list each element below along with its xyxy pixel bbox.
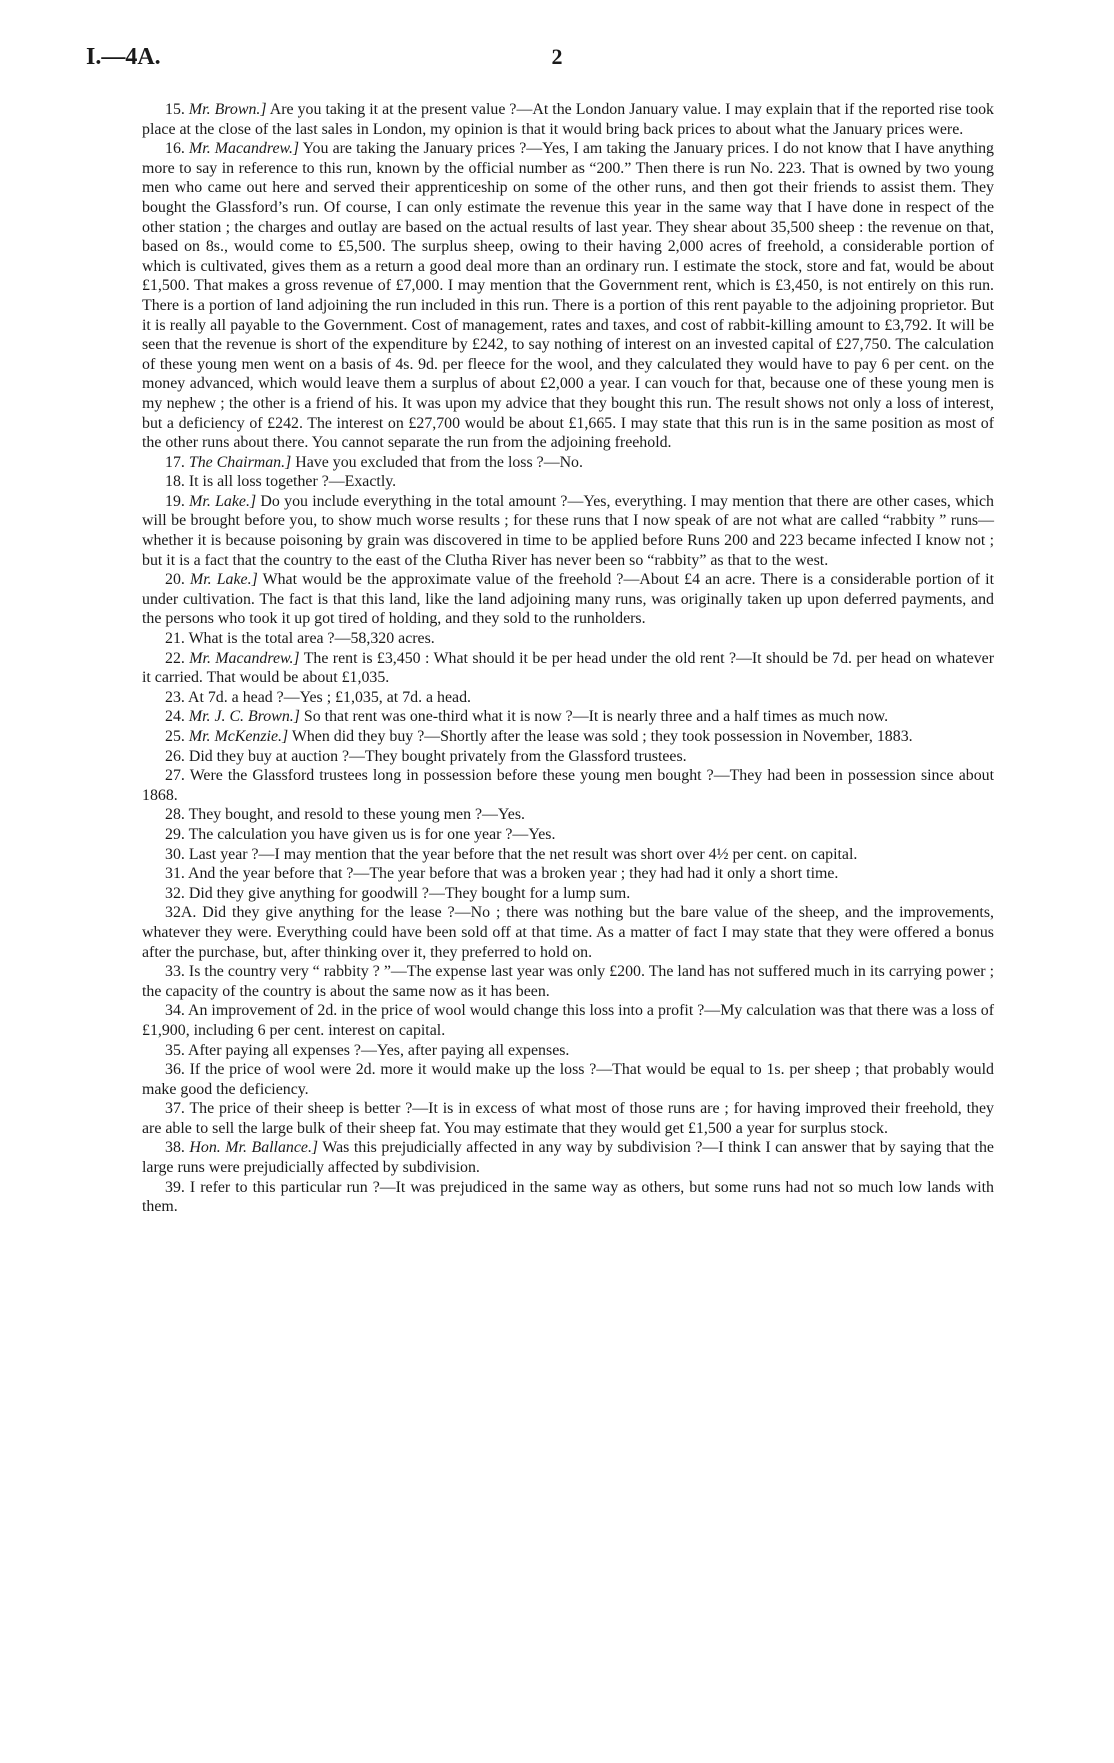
evidence-paragraph: [142, 570, 994, 629]
speaker-name: Mr. Macandrew.]: [189, 140, 300, 158]
question-number: 15.: [165, 101, 185, 118]
question-number: 25.: [165, 728, 185, 745]
evidence-paragraph: [142, 649, 994, 688]
paragraph-text: Do you include everything in the total amount ?—Yes, everything. I may mention that there are other cases, which will be brought before you, to show much worse results ; for these runs that I now speak of are not what are called “rabbity ” runs—whether it is because poisoning by grain was discovered in time to be applied before Runs 200 and 223 became infected I know not ; but it is a fact that the country to the east of the Clutha River has never been so “rabbity” as that to the west.: [142, 492, 994, 569]
evidence-paragraph: [142, 472, 994, 492]
paragraph-text: What is the total area ?—58,320 acres.: [188, 630, 435, 648]
question-number: 38.: [165, 1139, 185, 1157]
question-number: 32A.: [165, 904, 197, 922]
evidence-paragraph: [142, 864, 994, 884]
evidence-paragraph: [142, 805, 994, 825]
evidence-paragraph: [142, 727, 994, 747]
paragraph-text: It is all loss together ?—Exactly.: [188, 473, 397, 491]
evidence-paragraph: [142, 845, 994, 865]
evidence-paragraph: [142, 1099, 994, 1138]
question-number: 33.: [165, 963, 185, 981]
question-number: 21.: [165, 630, 185, 648]
question-number: 36.: [165, 1061, 185, 1079]
evidence-paragraph: [142, 492, 994, 570]
paragraph-text: The calculation you have given us is for one year ?—Yes.: [188, 825, 556, 843]
question-number: 18.: [165, 473, 185, 491]
evidence-paragraph: [142, 766, 994, 805]
evidence-paragraph: [142, 1138, 994, 1177]
speaker-name: The Chairman.]: [188, 453, 292, 471]
evidence-paragraph: [142, 707, 994, 727]
question-number: 37.: [165, 1100, 185, 1118]
paragraph-text: After paying all expenses ?—Yes, after paying all expenses.: [187, 1041, 570, 1059]
paragraph-text: Did they give anything for the lease ?—No ; there was nothing but the bare value of the sheep, and the improvements, whatever they were. Everything could have been sold off at that time. As a matter of fact I may state that they were offered a bonus after the purchase, but, after thinking over it, they preferred to hold on.: [142, 904, 994, 961]
question-number: 29.: [165, 825, 185, 843]
paragraph-text: You are taking the January prices ?—Yes, I am taking the January prices. I do not know that I have anything more to say in reference to this run, known by the official number as “200.” Then there is run No. 223. That is owned by two young men who came out here and served their apprenticeship on some of the other runs, and then got their friends to assist them. They bought the Glassford’s run. Of course, I can only estimate the revenue this year in the same way that I have done in respect of the other station ; the charges and outlay are based on the actual results of last year. They shear about 35,500 sheep : the revenue on that, based on 8s., would come to £5,500. The surplus sheep, owing to their having 2,000 acres of freehold, a considerable portion of which is cultivated, gives them as a return a good deal more than an ordinary run. I estimate the stock, store and fat, would be about £1,500. That makes a gross revenue of £7,000. I may mention that the Government rent, which is £3,450, is not entirely on this run. There is a portion of land adjoining the run included in this run. There is a portion of this rent payable to the adjoining proprietor. But it is really all payable to the Government. Cost of management, rates and taxes, and cost of rabbit-killing amount to £3,792. It will be seen that the revenue is short of the expenditure by £242, to say nothing of interest on an invested capital of £27,750. The calculation of these young men went on a basis of 4s. 9d. per fleece for the wool, and they calculated they would have to pay 6 per cent. on the money advanced, which would leave them a surplus of about £2,000 a year. I can vouch for that, because one of these young men is my nephew ; the other is a friend of his. It was upon my advice that they bought this run. The result shows not only a loss of interest, but a deficiency of £242. The interest on £27,700 would be about £1,665. I may state that this run is in the same position as most of the other runs about there. You cannot separate the run from the adjoining freehold.: [142, 140, 994, 452]
speaker-name: Mr. McKenzie.]: [188, 728, 289, 745]
paragraph-text: An improvement of 2d. in the price of wool would change this loss into a profit ?—My calculation was that there was a loss of £1,900, including 6 per cent. interest on capital.: [142, 1002, 994, 1039]
question-number: 17.: [165, 453, 185, 471]
paragraph-text: What would be the approximate value of the freehold ?—About £4 an acre. There is a considerable portion of it under cultivation. The fact is that this land, like the land adjoining many runs, was originally taken up upon deferred payments, and the persons who took it up got tired of holding, and they sold to the runholders.: [142, 571, 995, 628]
question-number: 19.: [165, 492, 185, 510]
evidence-paragraph: [142, 1060, 994, 1099]
speaker-name: Mr. Lake.]: [189, 571, 258, 589]
evidence-paragraph: [142, 962, 994, 1001]
evidence-paragraph: [142, 688, 994, 708]
paragraph-text: They bought, and resold to these young men ?—Yes.: [188, 806, 526, 824]
question-number: 27.: [165, 767, 185, 785]
question-number: 32.: [165, 884, 185, 902]
paragraph-text: And the year before that ?—The year before that was a broken year ; they had had it only a short time.: [187, 865, 839, 883]
paragraph-text: Were the Glassford trustees long in possession before these young men bought ?—They had been in possession since about 1868.: [142, 767, 995, 804]
speaker-name: Mr. Macandrew.]: [189, 649, 300, 667]
evidence-paragraph: [142, 453, 994, 473]
paragraph-text: The rent is £3,450 : What should it be per head under the old rent ?—It should be 7d. per head on whatever it carried. That would be about £1,035.: [142, 649, 995, 687]
question-number: 20.: [165, 571, 185, 589]
paragraph-text: The price of their sheep is better ?—It is in excess of what most of those runs are ; for having improved their freehold, they are able to sell the large bulk of their sheep fat. You may estimate that they would get £1,500 a year for surplus stock.: [142, 1100, 994, 1137]
question-number: 22.: [165, 649, 185, 667]
document-reference: I.—4A.: [86, 44, 161, 70]
question-number: 26.: [165, 747, 185, 765]
paragraph-text: So that rent was one-third what it is now ?—It is nearly three and a half times as much now.: [299, 708, 889, 726]
question-number: 24.: [165, 708, 185, 726]
evidence-paragraph: [142, 1041, 994, 1061]
evidence-paragraph: [142, 747, 994, 767]
evidence-paragraph: [142, 139, 994, 453]
evidence-paragraph: [142, 1178, 994, 1217]
question-number: 28.: [165, 806, 185, 824]
evidence-paragraph: [142, 100, 994, 139]
evidence-paragraph: [142, 903, 994, 962]
paragraph-text: Are you taking it at the present value ?—At the London January value. I may explain that if the reported rise took place at the close of the last sales in London, my opinion is that it would bring back prices to about what the January prices were.: [142, 101, 994, 138]
question-number: 31.: [165, 865, 185, 883]
question-number: 16.: [165, 140, 185, 158]
paragraph-text: Last year ?—I may mention that the year before that the net result was short over 4½ per cent. on capital.: [188, 845, 858, 863]
evidence-body: [142, 100, 994, 1217]
paragraph-text: Did they give anything for goodwill ?—They bought for a lump sum.: [188, 884, 631, 902]
speaker-name: Mr. J. C. Brown.]: [188, 708, 300, 726]
paragraph-text: I refer to this particular run ?—It was prejudiced in the same way as others, but some runs had not so much low lands with them.: [142, 1178, 994, 1216]
paragraph-text: Have you excluded that from the loss ?—No.: [291, 453, 583, 471]
question-number: 30.: [165, 845, 185, 863]
paragraph-text: Is the country very “ rabbity ? ”—The expense last year was only £200. The land has not suffered much in its carrying power ; the capacity of the country is about the same now as it has been.: [142, 963, 994, 1000]
paragraph-text: Did they buy at auction ?—They bought privately from the Glassford trustees.: [188, 747, 687, 765]
speaker-name: Mr. Lake.]: [189, 492, 257, 510]
question-number: 39.: [165, 1178, 185, 1196]
evidence-paragraph: [142, 1001, 994, 1040]
speaker-name: Mr. Brown.]: [188, 101, 267, 118]
evidence-paragraph: [142, 629, 994, 649]
paragraph-text: If the price of wool were 2d. more it would make up the loss ?—That would be equal to 1s. per sheep ; that probably would make good the deficiency.: [142, 1061, 994, 1098]
paragraph-text: Was this prejudicially affected in any way by subdivision ?—I think I can answer that by saying that the large runs were prejudicially affected by subdivision.: [142, 1139, 994, 1177]
page-number: 2: [551, 44, 563, 69]
evidence-paragraph: [142, 825, 994, 845]
evidence-paragraph: [142, 884, 994, 904]
page-header: [86, 44, 1028, 78]
paragraph-text: At 7d. a head ?—Yes ; £1,035, at 7d. a head.: [187, 688, 472, 706]
question-number: 35.: [165, 1041, 185, 1059]
paragraph-text: When did they buy ?—Shortly after the lease was sold ; they took possession in November, 1883.: [288, 728, 913, 745]
question-number: 23.: [165, 688, 185, 706]
speaker-name: Hon. Mr. Ballance.]: [189, 1139, 319, 1157]
question-number: 34.: [165, 1002, 185, 1020]
